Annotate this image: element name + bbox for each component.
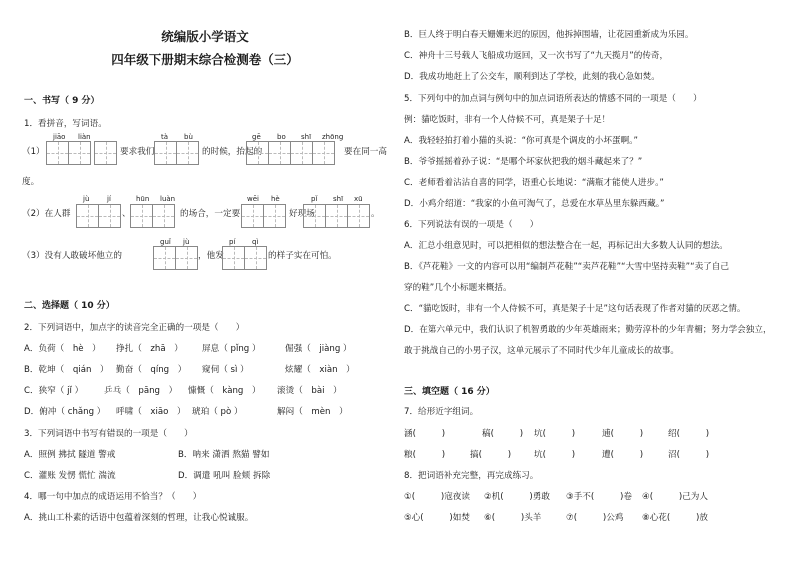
answer-grid[interactable] xyxy=(76,204,120,228)
row2-text: 、 xyxy=(122,209,131,219)
q6-option-cont: 穿的鞋”几个小标题来概括。 xyxy=(404,283,512,293)
pinyin: xū xyxy=(354,195,363,203)
q7-blank[interactable]: 坑( ) xyxy=(534,429,576,439)
q2-option[interactable]: A．负荷（ hè ） xyxy=(24,344,101,354)
q6-option[interactable]: D．在第六单元中，我们认识了机智勇敢的少年英雄雨来；勤劳淳朴的少年青楣；努力学会独立， xyxy=(404,325,772,335)
pinyin: gē xyxy=(252,133,261,141)
q7-blank[interactable]: 稿( ) xyxy=(482,429,524,439)
q2-option[interactable]: C．狭窄（ jǐ ） xyxy=(24,386,84,396)
q7-blank[interactable]: 遭( ) xyxy=(602,450,644,460)
row2-label: （2）在人群 xyxy=(22,209,71,219)
q3-option[interactable]: C．灌账 发愣 慌忙 湍流 xyxy=(24,471,116,481)
q5-example: 例：貓吃饭时，非有一个人侍候不可，真是架子十足！ xyxy=(404,115,611,125)
q3-option[interactable]: A．照例 拂拭 隧道 警戒 xyxy=(24,450,116,460)
q4-text: 4．哪一句中加点的成语运用不恰当？（ ） xyxy=(24,492,202,502)
pinyin: bo xyxy=(277,133,286,141)
q6-option[interactable]: B．《芦花鞋》一文的内容可以用“编制芦花鞋”“卖芦花鞋”“大雪中坚持卖鞋”“卖了自己 xyxy=(404,262,729,272)
row1-text: 的时候，抬起的 xyxy=(202,147,263,157)
q4-option[interactable]: B．巨人终于明白春天姗姗来迟的原因，他拆掉围墙，让花园重新成为乐园。 xyxy=(404,30,694,40)
row2-text: 。 xyxy=(371,209,380,219)
row1-label: （1） xyxy=(22,147,45,157)
row3-text: ，他发 xyxy=(198,251,224,261)
q2-option: 倔强（ jiàng ） xyxy=(285,344,352,354)
q8-blank[interactable]: ⑤心( )如焚 xyxy=(404,513,470,523)
q7-blank[interactable]: 沼( ) xyxy=(668,450,710,460)
row1-text: 要求我们 xyxy=(120,147,155,157)
pinyin: jiāo xyxy=(53,133,66,141)
pinyin: luàn xyxy=(160,195,176,203)
pinyin: jù xyxy=(83,195,90,203)
page-subtitle: 四年级下册期末综合检测卷（三） xyxy=(111,52,299,67)
q6-option[interactable]: A．汇总小组意见时，可以把相似的想法整合在一起，再标记出大多数人认同的想法。 xyxy=(404,241,728,251)
q7-blank[interactable]: 搞( ) xyxy=(470,450,512,460)
pinyin: jí xyxy=(107,195,111,203)
row2-text: 的场合，一定要 xyxy=(180,209,241,219)
q5-option[interactable]: D．小鸡介绍道：“我家的小鱼可淘气了，总爱在水草丛里东躲西藏。” xyxy=(404,199,665,209)
q8-text: 8．把词语补充完整，再完成练习。 xyxy=(404,471,539,481)
q2-option[interactable]: D．俯冲（ chǎng ） xyxy=(24,407,106,417)
pinyin: zhōng xyxy=(322,133,344,141)
q2-option: 滚烫（ bài ） xyxy=(277,386,342,396)
row2-text: 好现场 xyxy=(289,209,315,219)
section1-heading: 一、书写（ 9 分） xyxy=(24,96,100,106)
q2-option: 屏息（ pǐng ） xyxy=(202,344,261,354)
answer-grid[interactable] xyxy=(246,141,334,165)
q2-option[interactable]: B．乾坤（ qián ） xyxy=(24,365,109,375)
q2-option: 琥珀（ pò ） xyxy=(192,407,243,417)
pinyin: bù xyxy=(184,133,193,141)
q6-text: 6．下列说法有误的一项是（ ） xyxy=(404,220,539,230)
q2-option: 挣扎（ zhā ） xyxy=(116,344,183,354)
q7-text: 7．给形近字组词。 xyxy=(404,407,479,417)
q8-blank[interactable]: ③手不( )卷 xyxy=(566,492,632,502)
q7-blank[interactable]: 绍( ) xyxy=(668,429,710,439)
q2-option: 慷慨（ kàng ） xyxy=(188,386,261,396)
q5-option[interactable]: C．老师看着沾沾自喜的同学，语重心长地说：“满瓶才能使人进步。” xyxy=(404,178,664,188)
q2-option: 乒乓（ pāng ） xyxy=(104,386,178,396)
q5-option[interactable]: A．我轻轻拍打着小猫的头说：“你可真是个调皮的小坏蛋啊。” xyxy=(404,136,638,146)
q4-option[interactable]: D．我成功地赶上了公交车，顺利到达了学校，此刻的我心急如焚。 xyxy=(404,72,660,82)
q3-option[interactable]: D．调遣 吼叫 脸颊 拆除 xyxy=(178,471,271,481)
q2-option: 解闷（ mèn ） xyxy=(277,407,348,417)
pinyin: shī xyxy=(301,133,312,141)
pinyin: qì xyxy=(252,238,259,246)
q4-option[interactable]: A．挑山工朴素的话语中包蕴着深刻的哲理，让我心悦诚服。 xyxy=(24,513,254,523)
q8-blank[interactable]: ②机( )勇敢 xyxy=(484,492,550,502)
q6-option[interactable]: C．“貓吃饭时，非有一个人侍候不可，真是架子十足”这句话表现了作者对貓的厌恶之情。 xyxy=(404,304,746,314)
q6-option-cont: 敢于挑战自己的小男子汉，这单元展示了不同时代少年儿童成长的故事。 xyxy=(404,346,680,356)
answer-grid[interactable] xyxy=(153,246,197,270)
q2-option: 炫耀（ xiàn ） xyxy=(285,365,355,375)
pinyin: wēi xyxy=(247,195,259,203)
q8-blank[interactable]: ④( )己为人 xyxy=(642,492,708,502)
page-title: 统编版小学语文 xyxy=(161,29,249,44)
q2-option: 呼啸（ xiāo ） xyxy=(116,407,186,417)
q7-blank[interactable]: 粮( ) xyxy=(404,450,446,460)
q8-blank[interactable]: ⑧心花( )放 xyxy=(642,513,708,523)
pinyin: shī xyxy=(333,195,344,203)
pinyin: pǐ xyxy=(311,195,318,203)
q3-text: 3．下列词语中书写有错误的一项是（ ） xyxy=(24,429,193,439)
q5-option[interactable]: B．爷爷摇摇着孙子说：“是哪个坏家伙把我的烟斗藏起来了？” xyxy=(404,157,643,167)
q5-text: 5．下列句中的加点词与例句中的加点词语所表达的情感不同的一项是（ ） xyxy=(404,94,702,104)
q2-text: 2．下列词语中，加点字的读音完全正确的一项是（ ） xyxy=(24,323,245,333)
q8-blank[interactable]: ⑦( )公鸡 xyxy=(566,513,624,523)
q2-option: 窥伺（ sì ） xyxy=(202,365,249,375)
row1-text: 要在同一高 xyxy=(344,147,387,157)
q1-prompt: 1．看拼音，写词语。 xyxy=(24,119,107,129)
q3-option[interactable]: B．呐来 潇洒 熬猫 譬如 xyxy=(178,450,270,460)
row1-text: 度。 xyxy=(22,177,40,187)
pinyin: hè xyxy=(271,195,280,203)
answer-grid[interactable] xyxy=(154,141,198,165)
section3-heading: 三、填空题（ 16 分） xyxy=(404,387,495,397)
pinyin: tà xyxy=(161,133,169,141)
q2-option: 勤奋（ qíng ） xyxy=(116,365,187,375)
answer-grid[interactable] xyxy=(222,246,266,270)
answer-grid[interactable] xyxy=(241,204,285,228)
row3-label: （3）没有人敢破坏他立的 xyxy=(22,251,122,261)
answer-grid[interactable] xyxy=(303,204,369,228)
pinyin: liàn xyxy=(78,133,91,141)
q7-blank[interactable]: 涵( ) xyxy=(404,429,446,439)
q7-blank[interactable]: 坑( ) xyxy=(534,450,576,460)
section2-heading: 二、选择题（ 10 分） xyxy=(24,301,115,311)
answer-grid[interactable] xyxy=(130,204,174,228)
pinyin: jù xyxy=(183,238,190,246)
q4-option[interactable]: C．神舟十三号载人飞船成功返回，又一次书写了“九天揽月”的传奇， xyxy=(404,51,669,61)
row3-text: 的样子实在可怕。 xyxy=(268,251,337,261)
pinyin: guǐ xyxy=(160,238,171,246)
pinyin: pí xyxy=(229,238,236,246)
q7-blank[interactable]: 逋( ) xyxy=(602,429,644,439)
pinyin: hūn xyxy=(136,195,150,203)
answer-grid[interactable] xyxy=(46,141,116,165)
q8-blank[interactable]: ①( )寇夜读 xyxy=(404,492,470,502)
q8-blank[interactable]: ⑥( )头羊 xyxy=(484,513,542,523)
